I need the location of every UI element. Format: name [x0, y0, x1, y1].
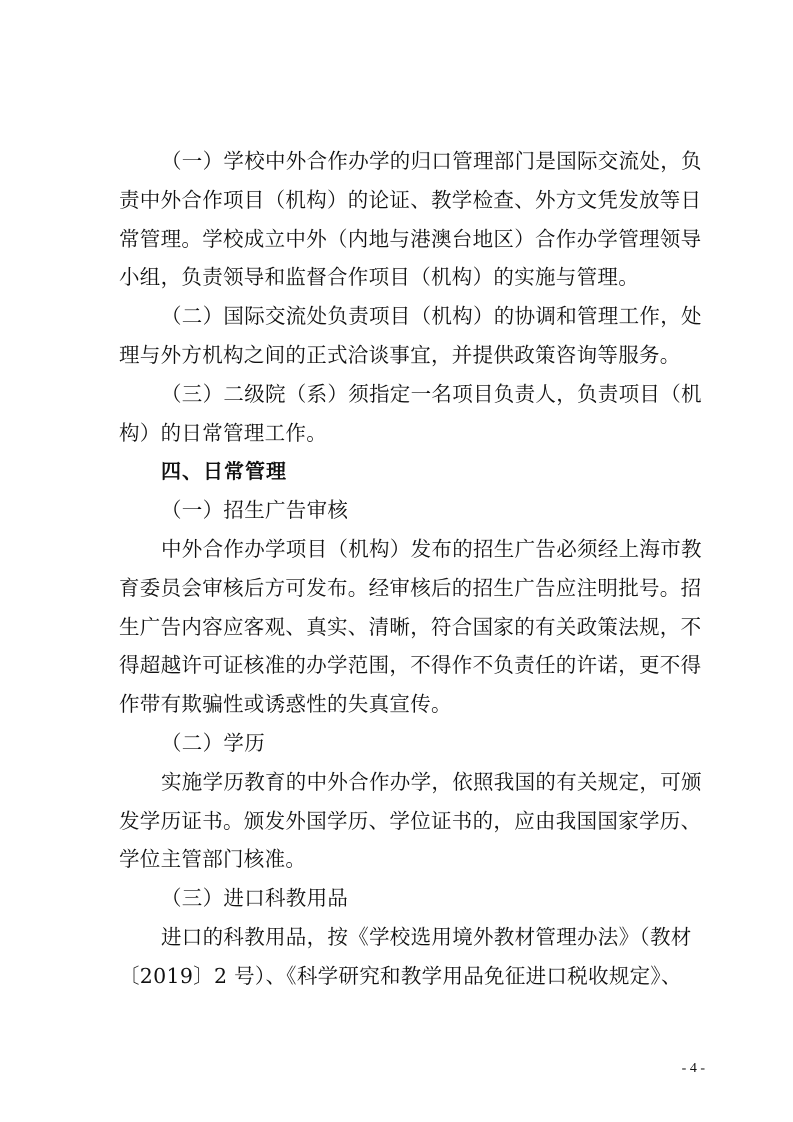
paragraph-line: 中外合作办学项目（机构）发布的招生广告必须经上海市教 — [161, 537, 702, 561]
subsection-heading: （二）学历 — [161, 731, 265, 755]
section-heading: 四、日常管理 — [161, 459, 287, 483]
paragraph-line: 责中外合作项目（机构）的论证、教学检查、外方文凭发放等日 — [119, 188, 702, 212]
paragraph-line: 作带有欺骗性或诱惑性的失真宣传。 — [119, 692, 452, 716]
paragraph-line: （二）国际交流处负责项目（机构）的协调和管理工作，处 — [161, 304, 702, 328]
subsection-heading: （三）进口科教用品 — [161, 886, 349, 910]
paragraph-line: 实施学历教育的中外合作办学，依照我国的有关规定，可颁 — [161, 770, 702, 794]
paragraph-line: 进口的科教用品，按《学校选用境外教材管理办法》（教材 — [161, 925, 692, 949]
paragraph-line: 育委员会审核后方可发布。经审核后的招生广告应注明批号。招 — [119, 576, 702, 600]
paragraph-line: 小组，负责领导和监督合作项目（机构）的实施与管理。 — [119, 265, 639, 289]
paragraph-line: 学位主管部门核准。 — [119, 847, 307, 871]
paragraph-line: （三）二级院（系）须指定一名项目负责人，负责项目（机 — [161, 382, 702, 406]
subsection-heading: （一）招生广告审核 — [161, 498, 349, 522]
paragraph-line: （一）学校中外合作办学的归口管理部门是国际交流处，负 — [161, 149, 702, 173]
paragraph-line: 构）的日常管理工作。 — [119, 421, 327, 445]
paragraph-line: 理与外方机构之间的正式洽谈事宜，并提供政策咨询等服务。 — [119, 343, 681, 367]
paragraph-line: 〔2019〕2 号）、《科学研究和教学用品免征进口税收规定》、 — [119, 964, 682, 988]
paragraph-line: 发学历证书。颁发外国学历、学位证书的，应由我国国家学历、 — [119, 809, 702, 833]
paragraph-line: 生广告内容应客观、真实、清晰，符合国家的有关政策法规，不 — [119, 615, 702, 639]
paragraph-line: 得超越许可证核准的办学范围，不得作不负责任的许诺，更不得 — [119, 653, 702, 677]
page-number: - 4 - — [681, 1061, 705, 1076]
paragraph-line: 常管理。学校成立中外（内地与港澳台地区）合作办学管理领导 — [119, 227, 702, 251]
